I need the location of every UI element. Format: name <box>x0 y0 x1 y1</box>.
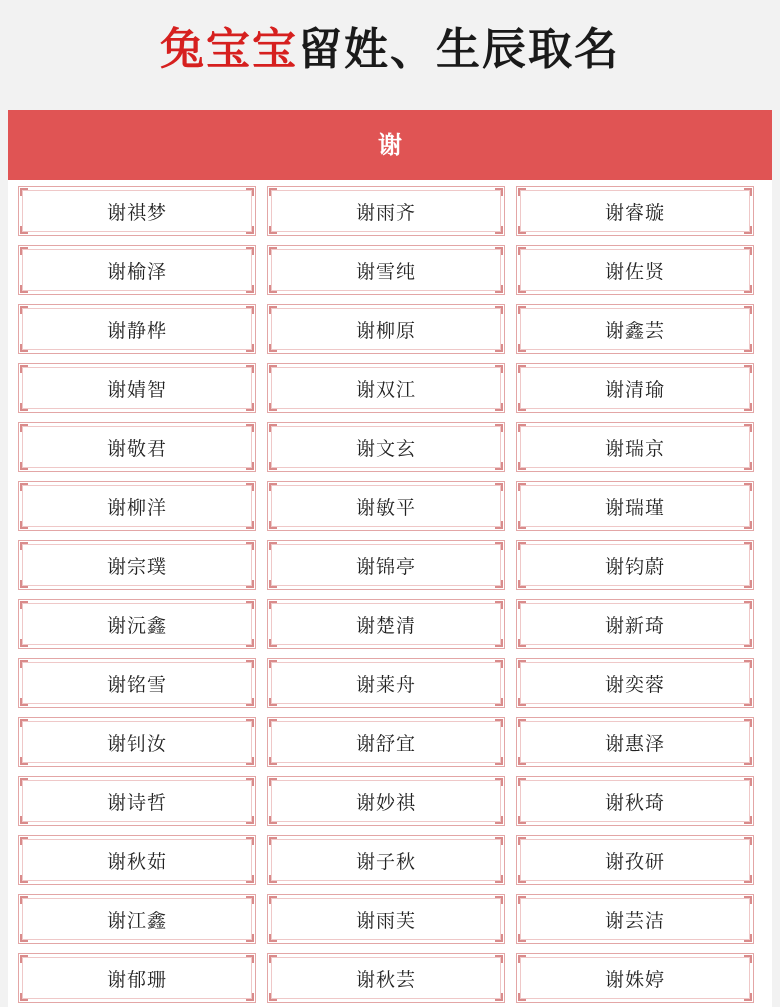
name-text: 谢雨齐 <box>355 201 416 224</box>
name-card[interactable] <box>516 894 754 944</box>
frame-corner-ornament <box>518 247 526 255</box>
frame-corner-ornament <box>744 483 752 491</box>
frame-corner-ornament <box>20 344 28 352</box>
frame-corner-ornament <box>518 285 526 293</box>
frame-corner-ornament <box>518 757 526 765</box>
frame-corner-ornament <box>744 816 752 824</box>
frame-corner-ornament <box>518 955 526 963</box>
name-text: 谢佐贤 <box>604 260 665 283</box>
frame-corner-ornament <box>495 660 503 668</box>
frame-corner-ornament <box>246 757 254 765</box>
frame-corner-ornament <box>744 698 752 706</box>
frame-corner-ornament <box>246 365 254 373</box>
frame-corner-ornament <box>269 247 277 255</box>
frame-corner-ornament <box>20 462 28 470</box>
name-card[interactable] <box>516 835 754 885</box>
name-text: 谢子秋 <box>355 850 416 873</box>
frame-corner-ornament <box>495 483 503 491</box>
frame-corner-ornament <box>269 698 277 706</box>
frame-corner-ornament <box>269 639 277 647</box>
name-text: 谢诗哲 <box>106 791 167 814</box>
frame-corner-ornament <box>20 542 28 550</box>
frame-corner-ornament <box>269 403 277 411</box>
frame-corner-ornament <box>20 934 28 942</box>
frame-corner-ornament <box>246 639 254 647</box>
frame-corner-ornament <box>269 719 277 727</box>
name-card[interactable] <box>267 363 505 413</box>
frame-corner-ornament <box>744 424 752 432</box>
frame-corner-ornament <box>518 226 526 234</box>
frame-corner-ornament <box>269 462 277 470</box>
frame-corner-ornament <box>744 188 752 196</box>
frame-corner-ornament <box>495 896 503 904</box>
frame-corner-ornament <box>744 365 752 373</box>
name-text: 谢雪纯 <box>355 260 416 283</box>
name-card[interactable] <box>267 894 505 944</box>
frame-corner-ornament <box>269 816 277 824</box>
frame-corner-ornament <box>20 875 28 883</box>
name-card[interactable] <box>18 953 256 1003</box>
name-card[interactable] <box>516 363 754 413</box>
frame-corner-ornament <box>246 483 254 491</box>
frame-corner-ornament <box>744 757 752 765</box>
frame-corner-ornament <box>20 521 28 529</box>
name-card[interactable] <box>18 186 256 236</box>
frame-corner-ornament <box>246 816 254 824</box>
frame-corner-ornament <box>20 993 28 1001</box>
frame-corner-ornament <box>246 247 254 255</box>
frame-corner-ornament <box>495 424 503 432</box>
name-card[interactable] <box>267 422 505 472</box>
frame-corner-ornament <box>20 816 28 824</box>
name-text: 谢孜研 <box>604 850 665 873</box>
frame-corner-ornament <box>246 462 254 470</box>
name-text: 谢铭雪 <box>106 673 167 696</box>
name-text: 谢瑞京 <box>604 437 665 460</box>
frame-corner-ornament <box>518 344 526 352</box>
name-text: 谢芸洁 <box>604 909 665 932</box>
frame-corner-ornament <box>495 757 503 765</box>
name-card[interactable] <box>18 422 256 472</box>
frame-corner-ornament <box>744 896 752 904</box>
frame-corner-ornament <box>744 875 752 883</box>
frame-corner-ornament <box>246 580 254 588</box>
frame-corner-ornament <box>246 934 254 942</box>
name-text: 谢江鑫 <box>106 909 167 932</box>
frame-corner-ornament <box>495 285 503 293</box>
frame-corner-ornament <box>269 778 277 786</box>
frame-corner-ornament <box>20 660 28 668</box>
frame-corner-ornament <box>495 226 503 234</box>
frame-corner-ornament <box>518 837 526 845</box>
frame-corner-ornament <box>269 188 277 196</box>
frame-corner-ornament <box>518 934 526 942</box>
frame-corner-ornament <box>518 365 526 373</box>
name-card[interactable] <box>516 599 754 649</box>
frame-corner-ornament <box>518 896 526 904</box>
name-text: 谢钧蔚 <box>604 555 665 578</box>
frame-corner-ornament <box>269 344 277 352</box>
name-card[interactable] <box>18 894 256 944</box>
frame-corner-ornament <box>495 837 503 845</box>
name-text: 谢秋茹 <box>106 850 167 873</box>
frame-corner-ornament <box>518 424 526 432</box>
frame-corner-ornament <box>495 601 503 609</box>
name-text: 谢姝婷 <box>604 968 665 991</box>
frame-corner-ornament <box>246 993 254 1001</box>
frame-corner-ornament <box>495 521 503 529</box>
frame-corner-ornament <box>20 403 28 411</box>
frame-corner-ornament <box>246 837 254 845</box>
frame-corner-ornament <box>269 757 277 765</box>
frame-corner-ornament <box>518 778 526 786</box>
frame-corner-ornament <box>744 955 752 963</box>
frame-corner-ornament <box>744 403 752 411</box>
name-text: 谢秋琦 <box>604 791 665 814</box>
name-text: 谢祺梦 <box>106 201 167 224</box>
frame-corner-ornament <box>20 247 28 255</box>
name-card[interactable] <box>267 186 505 236</box>
name-text: 谢瑞瑾 <box>604 496 665 519</box>
frame-corner-ornament <box>20 306 28 314</box>
frame-corner-ornament <box>20 188 28 196</box>
surname-header: 谢 <box>8 110 772 180</box>
frame-corner-ornament <box>744 778 752 786</box>
frame-corner-ornament <box>495 639 503 647</box>
name-card[interactable] <box>267 245 505 295</box>
frame-corner-ornament <box>269 483 277 491</box>
frame-corner-ornament <box>20 698 28 706</box>
name-card[interactable] <box>18 835 256 885</box>
frame-corner-ornament <box>518 462 526 470</box>
frame-corner-ornament <box>744 521 752 529</box>
frame-corner-ornament <box>518 306 526 314</box>
frame-corner-ornament <box>518 993 526 1001</box>
frame-corner-ornament <box>20 483 28 491</box>
frame-corner-ornament <box>495 462 503 470</box>
frame-corner-ornament <box>744 719 752 727</box>
name-card[interactable] <box>516 422 754 472</box>
title-accent: 兔宝宝 <box>160 24 298 75</box>
frame-corner-ornament <box>518 601 526 609</box>
name-text: 谢静桦 <box>106 319 167 342</box>
frame-corner-ornament <box>246 344 254 352</box>
name-card[interactable] <box>18 658 256 708</box>
name-card[interactable] <box>267 599 505 649</box>
frame-corner-ornament <box>20 639 28 647</box>
frame-corner-ornament <box>495 188 503 196</box>
name-text: 谢舒宜 <box>355 732 416 755</box>
frame-corner-ornament <box>744 601 752 609</box>
frame-corner-ornament <box>246 896 254 904</box>
frame-corner-ornament <box>495 816 503 824</box>
name-text: 谢雨芙 <box>355 909 416 932</box>
name-text: 谢清瑜 <box>604 378 665 401</box>
frame-corner-ornament <box>495 955 503 963</box>
frame-corner-ornament <box>518 521 526 529</box>
name-card[interactable] <box>18 363 256 413</box>
frame-corner-ornament <box>495 580 503 588</box>
frame-corner-ornament <box>246 601 254 609</box>
frame-corner-ornament <box>269 226 277 234</box>
frame-corner-ornament <box>20 719 28 727</box>
name-card[interactable] <box>267 953 505 1003</box>
name-text: 谢钊汝 <box>106 732 167 755</box>
frame-corner-ornament <box>20 424 28 432</box>
frame-corner-ornament <box>744 306 752 314</box>
frame-corner-ornament <box>744 344 752 352</box>
name-text: 谢鑫芸 <box>604 319 665 342</box>
name-card[interactable] <box>516 245 754 295</box>
frame-corner-ornament <box>518 698 526 706</box>
name-card[interactable] <box>18 481 256 531</box>
frame-corner-ornament <box>495 778 503 786</box>
name-text: 谢妙祺 <box>355 791 416 814</box>
frame-corner-ornament <box>246 285 254 293</box>
frame-corner-ornament <box>20 837 28 845</box>
frame-corner-ornament <box>20 580 28 588</box>
frame-corner-ornament <box>246 542 254 550</box>
frame-corner-ornament <box>518 483 526 491</box>
frame-corner-ornament <box>744 580 752 588</box>
name-card[interactable] <box>267 540 505 590</box>
frame-corner-ornament <box>269 993 277 1001</box>
name-card[interactable] <box>18 304 256 354</box>
name-card[interactable] <box>516 776 754 826</box>
name-card[interactable] <box>516 186 754 236</box>
name-card[interactable] <box>267 717 505 767</box>
frame-corner-ornament <box>246 955 254 963</box>
frame-corner-ornament <box>246 719 254 727</box>
frame-corner-ornament <box>269 424 277 432</box>
frame-corner-ornament <box>495 247 503 255</box>
frame-corner-ornament <box>744 837 752 845</box>
frame-corner-ornament <box>269 365 277 373</box>
frame-corner-ornament <box>495 344 503 352</box>
name-card[interactable] <box>18 540 256 590</box>
name-card[interactable] <box>267 481 505 531</box>
frame-corner-ornament <box>518 639 526 647</box>
name-card[interactable] <box>267 658 505 708</box>
name-text: 谢柳原 <box>355 319 416 342</box>
frame-corner-ornament <box>744 542 752 550</box>
name-card[interactable] <box>267 835 505 885</box>
name-text: 谢秋芸 <box>355 968 416 991</box>
frame-corner-ornament <box>269 542 277 550</box>
name-text: 谢榆泽 <box>106 260 167 283</box>
page-title <box>0 18 780 82</box>
name-card[interactable] <box>267 776 505 826</box>
frame-corner-ornament <box>744 660 752 668</box>
name-text: 谢宗璞 <box>106 555 167 578</box>
frame-corner-ornament <box>246 226 254 234</box>
frame-corner-ornament <box>246 306 254 314</box>
frame-corner-ornament <box>495 403 503 411</box>
frame-corner-ornament <box>744 247 752 255</box>
title-rest: 留姓、生辰取名 <box>298 24 620 75</box>
frame-corner-ornament <box>20 955 28 963</box>
frame-corner-ornament <box>246 188 254 196</box>
frame-corner-ornament <box>495 542 503 550</box>
frame-corner-ornament <box>744 285 752 293</box>
frame-corner-ornament <box>269 955 277 963</box>
frame-corner-ornament <box>269 837 277 845</box>
name-card[interactable] <box>516 540 754 590</box>
frame-corner-ornament <box>518 816 526 824</box>
name-card[interactable] <box>267 304 505 354</box>
name-text: 谢奕蓉 <box>604 673 665 696</box>
frame-corner-ornament <box>20 757 28 765</box>
frame-corner-ornament <box>744 226 752 234</box>
frame-corner-ornament <box>269 306 277 314</box>
frame-corner-ornament <box>20 365 28 373</box>
name-text: 谢沅鑫 <box>106 614 167 637</box>
name-text: 谢莱舟 <box>355 673 416 696</box>
names-panel <box>8 180 772 1007</box>
name-card[interactable] <box>516 304 754 354</box>
name-card[interactable] <box>18 599 256 649</box>
frame-corner-ornament <box>518 188 526 196</box>
frame-corner-ornament <box>20 601 28 609</box>
frame-corner-ornament <box>518 875 526 883</box>
frame-corner-ornament <box>269 285 277 293</box>
name-card[interactable] <box>18 776 256 826</box>
frame-corner-ornament <box>269 896 277 904</box>
frame-corner-ornament <box>269 934 277 942</box>
frame-corner-ornament <box>518 719 526 727</box>
name-text: 谢敏平 <box>355 496 416 519</box>
frame-corner-ornament <box>495 875 503 883</box>
frame-corner-ornament <box>246 698 254 706</box>
frame-corner-ornament <box>269 580 277 588</box>
frame-corner-ornament <box>269 521 277 529</box>
frame-corner-ornament <box>744 462 752 470</box>
frame-corner-ornament <box>246 521 254 529</box>
frame-corner-ornament <box>269 660 277 668</box>
name-card[interactable] <box>516 953 754 1003</box>
frame-corner-ornament <box>20 285 28 293</box>
name-text: 谢睿璇 <box>604 201 665 224</box>
name-text: 谢婧智 <box>106 378 167 401</box>
name-card[interactable] <box>18 245 256 295</box>
name-card[interactable] <box>18 717 256 767</box>
frame-corner-ornament <box>246 778 254 786</box>
frame-corner-ornament <box>495 934 503 942</box>
frame-corner-ornament <box>744 934 752 942</box>
frame-corner-ornament <box>269 601 277 609</box>
name-text: 谢惠泽 <box>604 732 665 755</box>
name-card[interactable] <box>516 658 754 708</box>
frame-corner-ornament <box>495 306 503 314</box>
name-text: 谢敬君 <box>106 437 167 460</box>
frame-corner-ornament <box>495 719 503 727</box>
frame-corner-ornament <box>518 660 526 668</box>
frame-corner-ornament <box>495 993 503 1001</box>
frame-corner-ornament <box>495 698 503 706</box>
frame-corner-ornament <box>744 993 752 1001</box>
name-grid <box>18 186 758 1003</box>
frame-corner-ornament <box>20 778 28 786</box>
name-text: 谢柳洋 <box>106 496 167 519</box>
frame-corner-ornament <box>495 365 503 373</box>
frame-corner-ornament <box>518 403 526 411</box>
frame-corner-ornament <box>246 424 254 432</box>
name-card[interactable] <box>516 717 754 767</box>
name-card[interactable] <box>516 481 754 531</box>
frame-corner-ornament <box>246 403 254 411</box>
name-text: 谢新琦 <box>604 614 665 637</box>
name-text: 谢文玄 <box>355 437 416 460</box>
name-text: 谢锦亭 <box>355 555 416 578</box>
name-text: 谢楚清 <box>355 614 416 637</box>
frame-corner-ornament <box>518 542 526 550</box>
frame-corner-ornament <box>744 639 752 647</box>
frame-corner-ornament <box>20 896 28 904</box>
name-text: 谢双江 <box>355 378 416 401</box>
frame-corner-ornament <box>246 875 254 883</box>
frame-corner-ornament <box>518 580 526 588</box>
frame-corner-ornament <box>269 875 277 883</box>
name-text: 谢郁珊 <box>106 968 167 991</box>
frame-corner-ornament <box>246 660 254 668</box>
frame-corner-ornament <box>20 226 28 234</box>
